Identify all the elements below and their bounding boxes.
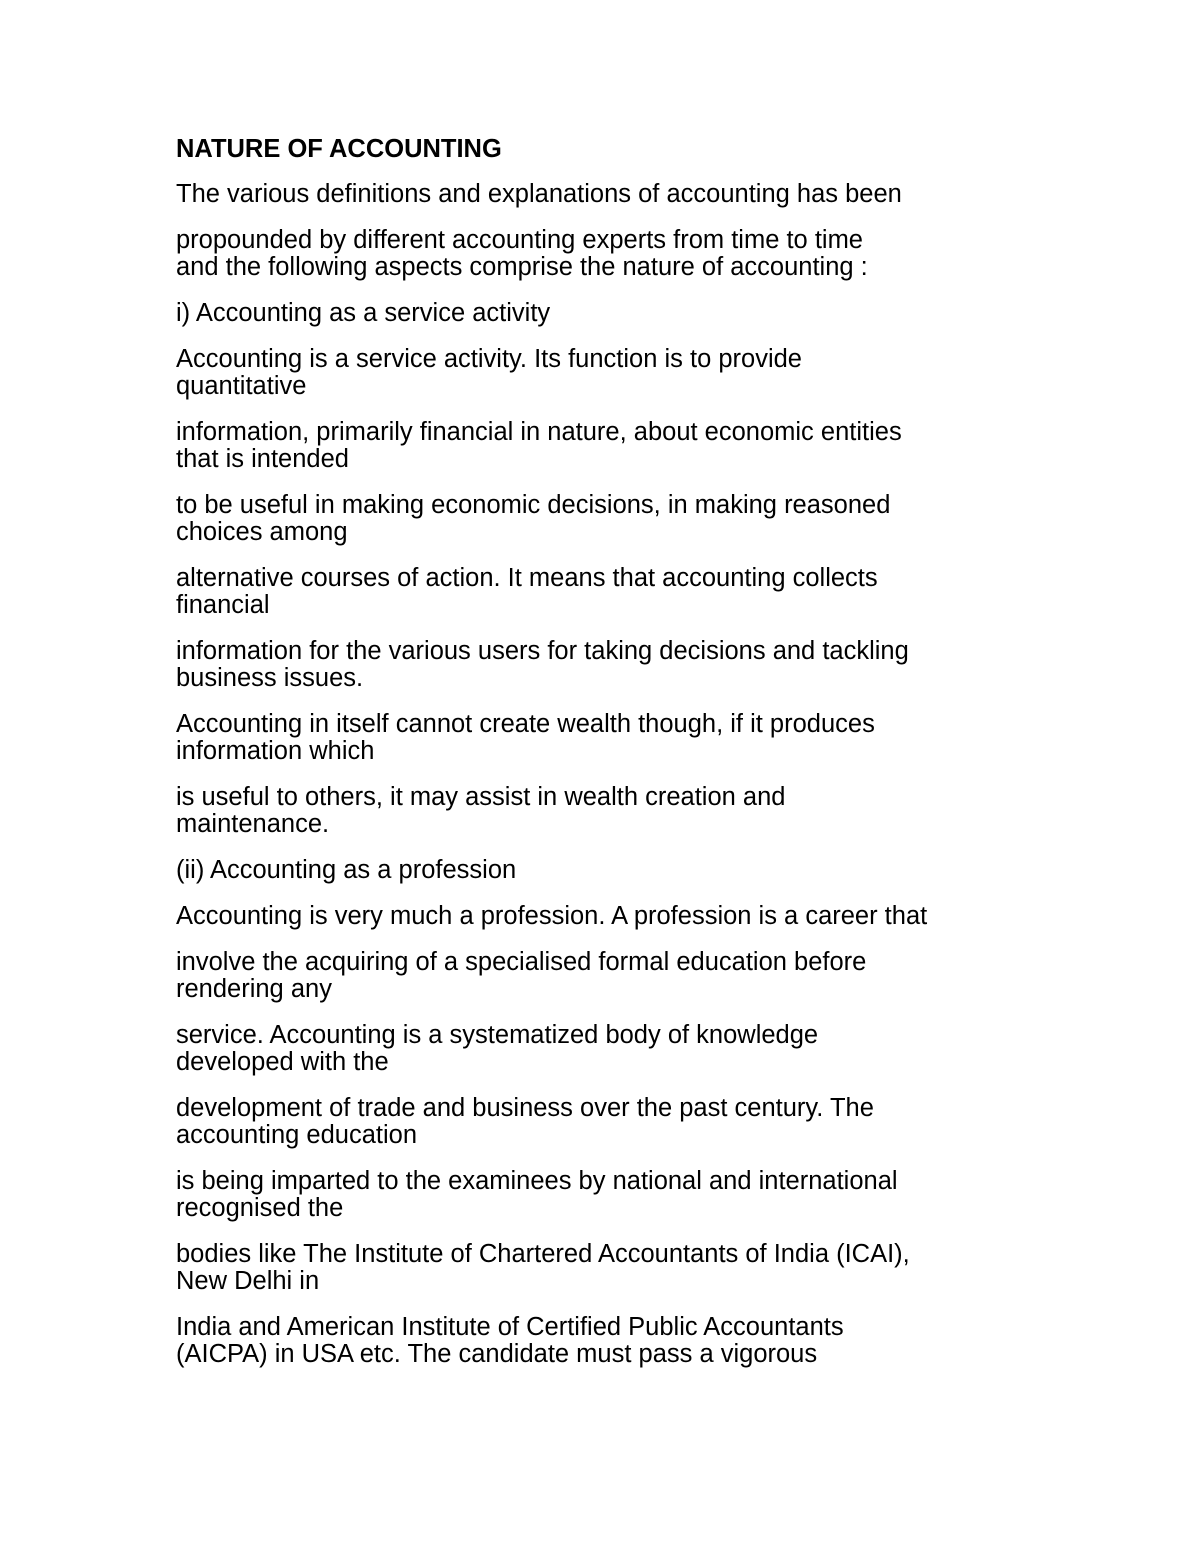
text-line: recognised the [176, 1194, 344, 1222]
text-line: propounded by different accounting experts from time to time [176, 226, 863, 254]
section-heading [176, 300, 1036, 327]
text-line: Accounting is very much a profession. A profession is a career that [176, 902, 928, 930]
paragraph [176, 227, 1036, 281]
paragraph [176, 903, 1036, 930]
paragraph [176, 346, 1036, 400]
text-line: alternative courses of action. It means that accounting collects [176, 564, 878, 592]
paragraph [176, 949, 1036, 1003]
paragraph [176, 565, 1036, 619]
paragraph [176, 1168, 1036, 1222]
text-line: service. Accounting is a systematized body of knowledge [176, 1021, 819, 1049]
section-heading [176, 857, 1036, 884]
paragraph [176, 784, 1036, 838]
text-line: New Delhi in [176, 1267, 320, 1295]
text-line: that is intended [176, 445, 349, 473]
text-line: India and American Institute of Certified Public Accountants [176, 1313, 844, 1341]
text-line: business issues. [176, 664, 364, 692]
text-line: to be useful in making economic decisions, in making reasoned [176, 491, 891, 519]
text-line: accounting education [176, 1121, 418, 1149]
text-line: (ii) Accounting as a profession [176, 856, 517, 884]
text-line: development of trade and business over the past century. The [176, 1094, 874, 1122]
text-line: is being imparted to the examinees by national and international [176, 1167, 898, 1195]
text-line: maintenance. [176, 810, 330, 838]
text-line: developed with the [176, 1048, 389, 1076]
paragraph [176, 492, 1036, 546]
text-line: involve the acquiring of a specialised formal education before [176, 948, 867, 976]
text-line: Accounting is a service activity. Its function is to provide [176, 345, 802, 373]
text-line: information, primarily financial in nature, about economic entities [176, 418, 902, 446]
paragraph [176, 419, 1036, 473]
text-line: is useful to others, it may assist in wealth creation and [176, 783, 786, 811]
document-title: NATURE OF ACCOUNTING [176, 135, 502, 163]
text-line: rendering any [176, 975, 332, 1003]
paragraph [176, 181, 1036, 208]
text-line: quantitative [176, 372, 307, 400]
paragraph [176, 638, 1036, 692]
paragraph [176, 1022, 1036, 1076]
text-line: Accounting in itself cannot create wealth though, if it produces [176, 710, 875, 738]
text-line: choices among [176, 518, 348, 546]
text-line: The various definitions and explanations of accounting has been [176, 180, 902, 208]
paragraph [176, 1241, 1036, 1295]
text-line: (AICPA) in USA etc. The candidate must pass a vigorous [176, 1340, 818, 1368]
text-line: bodies like The Institute of Chartered Accountants of India (ICAI), [176, 1240, 910, 1268]
text-line: information which [176, 737, 375, 765]
paragraph [176, 1314, 1036, 1368]
text-line: information for the various users for taking decisions and tackling [176, 637, 909, 665]
text-line: i) Accounting as a service activity [176, 299, 551, 327]
text-line: financial [176, 591, 270, 619]
text-line: and the following aspects comprise the nature of accounting : [176, 253, 868, 281]
paragraph [176, 1095, 1036, 1149]
document-body [176, 136, 1036, 1387]
paragraph [176, 711, 1036, 765]
